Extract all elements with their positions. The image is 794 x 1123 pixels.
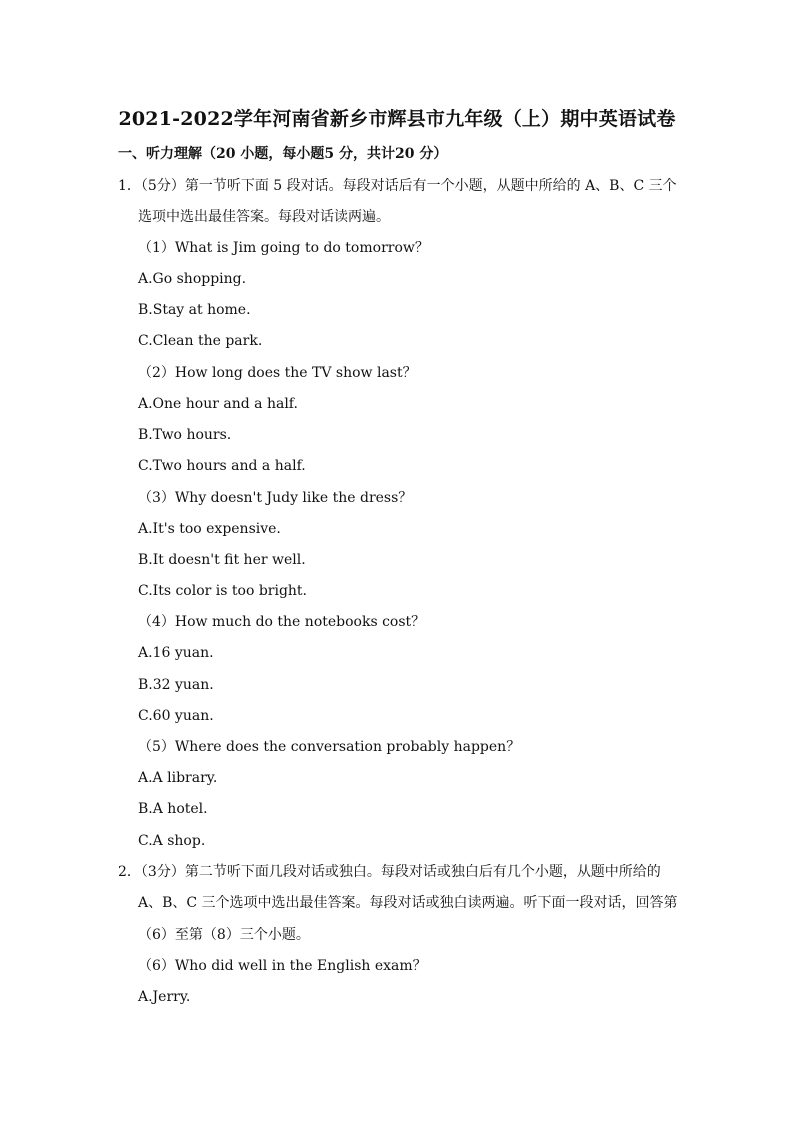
option-4b: B.32 yuan. — [138, 677, 214, 693]
option-3b: B.It doesn't fit her well. — [138, 552, 306, 568]
question-1-line2: 选项中选出最佳答案。每段对话读两遍。 — [138, 209, 390, 225]
sub-question-4: （4）How much do the notebooks cost？ — [138, 614, 426, 630]
sub-question-6: （6）Who did well in the English exam？ — [138, 958, 427, 974]
option-1b: B.Stay at home. — [138, 302, 251, 318]
option-2b: B.Two hours. — [138, 427, 232, 443]
section-heading-listening: 一、听力理解（20 小题，每小题5 分，共计20 分） — [118, 146, 448, 162]
option-4a: A.16 yuan. — [138, 645, 214, 661]
sub-question-5: （5）Where does the conversation probably happen？ — [138, 739, 521, 755]
question-2-line1: 2．（3分）第二节听下面几段对话或独白。每段对话或独白后有几个小题，从题中所给的 — [118, 864, 661, 880]
option-4c: C.60 yuan. — [138, 708, 214, 724]
option-5b: B.A hotel. — [138, 801, 208, 817]
question-2-line2: A、B、C 三个选项中选出最佳答案。每段对话或独白读两遍。听下面一段对话，回答第 — [138, 895, 678, 911]
question-1-line1: 1．（5分）第一节听下面 5 段对话。每段对话后有一个小题，从题中所给的 A、B、C 三个 — [118, 178, 677, 194]
option-2a: A.One hour and a half. — [138, 396, 298, 412]
option-6a: A.Jerry. — [138, 989, 191, 1005]
sub-question-1: （1）What is Jim going to do tomorrow？ — [138, 240, 429, 256]
option-5a: A.A library. — [138, 770, 218, 786]
sub-question-3: （3）Why doesn't Judy like the dress？ — [138, 490, 413, 506]
question-2-line3: （6）至第（8）三个小题。 — [138, 927, 310, 943]
option-3a: A.It's too expensive. — [138, 521, 281, 537]
option-1c: C.Clean the park. — [138, 333, 263, 349]
option-1a: A.Go shopping. — [138, 271, 247, 287]
option-5c: C.A shop. — [138, 833, 206, 849]
option-3c: C.Its color is too bright. — [138, 583, 308, 599]
sub-question-2: （2）How long does the TV show last？ — [138, 365, 417, 381]
page-title: 2021-2022学年河南省新乡市辉县市九年级（上）期中英语试卷 — [118, 108, 676, 130]
option-2c: C.Two hours and a half. — [138, 458, 306, 474]
